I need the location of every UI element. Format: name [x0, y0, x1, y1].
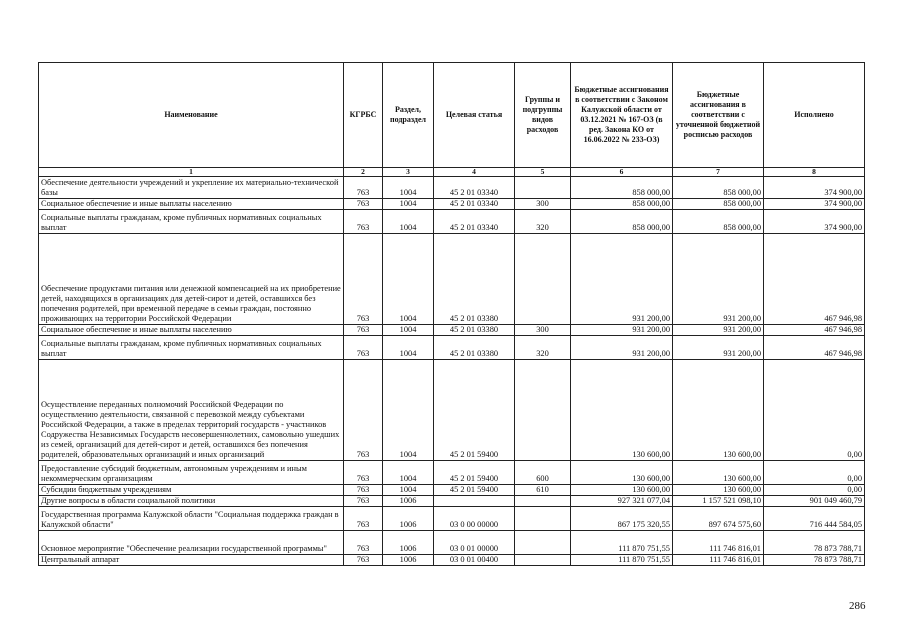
column-number: 7	[673, 168, 764, 177]
table-row	[39, 336, 865, 360]
row-name-cell: Социальное обеспечение и иные выплаты населению	[39, 199, 344, 210]
row-kgrbs-cell: 763	[344, 507, 383, 531]
row-budget-law-cell: 858 000,00	[571, 177, 673, 199]
row-target-cell: 45 2 01 03340	[434, 177, 515, 199]
row-budget-law-cell: 931 200,00	[571, 336, 673, 360]
row-group-cell	[515, 360, 571, 461]
row-target-cell: 03 0 00 00000	[434, 507, 515, 531]
row-executed-cell: 467 946,98	[764, 325, 865, 336]
row-budget-refined-cell: 858 000,00	[673, 199, 764, 210]
column-number-row	[39, 168, 865, 177]
column-number: 3	[383, 168, 434, 177]
table-body	[39, 177, 865, 566]
row-target-cell: 45 2 01 03340	[434, 199, 515, 210]
row-kgrbs-cell: 763	[344, 199, 383, 210]
row-group-cell	[515, 555, 571, 566]
header-group: Группы и подгруппы видов расходов	[515, 63, 571, 168]
row-name-cell: Центральный аппарат	[39, 555, 344, 566]
row-budget-law-cell: 111 870 751,55	[571, 531, 673, 555]
budget-table	[38, 62, 865, 566]
row-group-cell	[515, 531, 571, 555]
column-number: 8	[764, 168, 865, 177]
row-kgrbs-cell: 763	[344, 325, 383, 336]
row-kgrbs-cell: 763	[344, 177, 383, 199]
row-target-cell: 03 0 01 00400	[434, 555, 515, 566]
row-section-cell: 1006	[383, 507, 434, 531]
table-row	[39, 325, 865, 336]
column-number: 1	[39, 168, 344, 177]
row-budget-refined-cell: 111 746 816,01	[673, 531, 764, 555]
row-executed-cell: 0,00	[764, 461, 865, 485]
row-budget-law-cell: 130 600,00	[571, 485, 673, 496]
row-section-cell: 1004	[383, 461, 434, 485]
row-section-cell: 1004	[383, 325, 434, 336]
row-name-cell: Социальное обеспечение и иные выплаты населению	[39, 325, 344, 336]
row-name-cell: Основное мероприятие "Обеспечение реализации государственной программы"	[39, 531, 344, 555]
row-executed-cell: 467 946,98	[764, 234, 865, 325]
row-budget-law-cell: 931 200,00	[571, 234, 673, 325]
column-number: 6	[571, 168, 673, 177]
row-kgrbs-cell: 763	[344, 555, 383, 566]
row-target-cell: 45 2 01 03380	[434, 325, 515, 336]
table-row	[39, 531, 865, 555]
row-budget-law-cell: 130 600,00	[571, 461, 673, 485]
header-executed: Исполнено	[764, 63, 865, 168]
row-name-cell: Обеспечение деятельности учреждений и укрепление их материально-технической базы	[39, 177, 344, 199]
table-header-row	[39, 63, 865, 168]
row-budget-law-cell: 931 200,00	[571, 325, 673, 336]
table-row	[39, 485, 865, 496]
row-group-cell: 320	[515, 336, 571, 360]
row-target-cell: 03 0 01 00000	[434, 531, 515, 555]
table-row	[39, 360, 865, 461]
table-row	[39, 496, 865, 507]
header-section: Раздел, подраздел	[383, 63, 434, 168]
row-group-cell: 300	[515, 199, 571, 210]
header-budget-law: Бюджетные ассигнования в соответствии с Законом Калужской области от 03.12.2021 № 167-ОЗ (в ред. Закона КО от 16.06.2022 № 233-ОЗ)	[571, 63, 673, 168]
row-name-cell: Субсидии бюджетным учреждениям	[39, 485, 344, 496]
row-executed-cell: 0,00	[764, 360, 865, 461]
row-name-cell: Осуществление переданных полномочий Российской Федерации по осуществлению деятельности, связанной с перевозкой между субъектами Российской Федерации, а также в пределах территорий государств - участников Содружества Независимых Государств несовершеннолетних, самовольно ушедших из семей, организаций для детей-сирот и детей, оставшихся без попечения родителей, образовательных организаций и иных организаций	[39, 360, 344, 461]
row-budget-refined-cell: 897 674 575,60	[673, 507, 764, 531]
row-budget-refined-cell: 130 600,00	[673, 360, 764, 461]
row-section-cell: 1004	[383, 485, 434, 496]
row-section-cell: 1006	[383, 496, 434, 507]
row-executed-cell: 0,00	[764, 485, 865, 496]
row-section-cell: 1004	[383, 199, 434, 210]
row-group-cell	[515, 496, 571, 507]
header-budget-refined: Бюджетные ассигнования в соответствии с уточненной бюджетной росписью расходов	[673, 63, 764, 168]
row-name-cell: Другие вопросы в области социальной политики	[39, 496, 344, 507]
column-number: 5	[515, 168, 571, 177]
row-kgrbs-cell: 763	[344, 210, 383, 234]
row-executed-cell: 901 049 460,79	[764, 496, 865, 507]
row-target-cell: 45 2 01 59400	[434, 461, 515, 485]
row-kgrbs-cell: 763	[344, 485, 383, 496]
row-budget-refined-cell: 858 000,00	[673, 210, 764, 234]
row-budget-law-cell: 130 600,00	[571, 360, 673, 461]
row-section-cell: 1004	[383, 360, 434, 461]
row-group-cell: 600	[515, 461, 571, 485]
table-row	[39, 234, 865, 325]
row-group-cell: 300	[515, 325, 571, 336]
row-executed-cell: 78 873 788,71	[764, 531, 865, 555]
row-name-cell: Социальные выплаты гражданам, кроме публичных нормативных социальных выплат	[39, 336, 344, 360]
header-kgrbs: КГРБС	[344, 63, 383, 168]
page-number: 286	[849, 600, 866, 612]
row-budget-law-cell: 927 321 077,04	[571, 496, 673, 507]
column-number: 2	[344, 168, 383, 177]
row-budget-refined-cell: 111 746 816,01	[673, 555, 764, 566]
row-section-cell: 1006	[383, 555, 434, 566]
row-section-cell: 1004	[383, 336, 434, 360]
header-target: Целевая статья	[434, 63, 515, 168]
row-target-cell: 45 2 01 03340	[434, 210, 515, 234]
column-number: 4	[434, 168, 515, 177]
row-kgrbs-cell: 763	[344, 461, 383, 485]
row-group-cell	[515, 234, 571, 325]
row-kgrbs-cell: 763	[344, 336, 383, 360]
row-kgrbs-cell: 763	[344, 234, 383, 325]
row-budget-refined-cell: 858 000,00	[673, 177, 764, 199]
row-budget-refined-cell: 130 600,00	[673, 485, 764, 496]
row-executed-cell: 374 900,00	[764, 177, 865, 199]
row-name-cell: Предоставление субсидий бюджетным, автономным учреждениям и иным некоммерческим организациям	[39, 461, 344, 485]
row-kgrbs-cell: 763	[344, 360, 383, 461]
row-budget-refined-cell: 931 200,00	[673, 325, 764, 336]
table-row	[39, 177, 865, 199]
row-section-cell: 1006	[383, 531, 434, 555]
row-budget-refined-cell: 931 200,00	[673, 336, 764, 360]
row-group-cell: 320	[515, 210, 571, 234]
row-section-cell: 1004	[383, 234, 434, 325]
row-budget-refined-cell: 130 600,00	[673, 461, 764, 485]
row-target-cell	[434, 496, 515, 507]
row-kgrbs-cell: 763	[344, 531, 383, 555]
row-budget-refined-cell: 1 157 521 098,10	[673, 496, 764, 507]
row-name-cell: Обеспечение продуктами питания или денежной компенсацией на их приобретение детей, находящихся в организациях для детей-сирот и детей, оставшихся без попечения родителей, при временной передаче в семьи граждан, постоянно проживающих на территории Российской Федерации	[39, 234, 344, 325]
row-target-cell: 45 2 01 59400	[434, 485, 515, 496]
row-name-cell: Государственная программа Калужской области "Социальная поддержка граждан в Калужской области"	[39, 507, 344, 531]
table-row	[39, 461, 865, 485]
row-executed-cell: 374 900,00	[764, 210, 865, 234]
table-row	[39, 507, 865, 531]
row-executed-cell: 78 873 788,71	[764, 555, 865, 566]
table-row	[39, 199, 865, 210]
row-group-cell: 610	[515, 485, 571, 496]
row-budget-law-cell: 867 175 320,55	[571, 507, 673, 531]
row-target-cell: 45 2 01 59400	[434, 360, 515, 461]
row-budget-law-cell: 858 000,00	[571, 199, 673, 210]
row-group-cell	[515, 507, 571, 531]
row-kgrbs-cell: 763	[344, 496, 383, 507]
row-budget-law-cell: 858 000,00	[571, 210, 673, 234]
row-executed-cell: 467 946,98	[764, 336, 865, 360]
row-budget-refined-cell: 931 200,00	[673, 234, 764, 325]
row-group-cell	[515, 177, 571, 199]
row-budget-law-cell: 111 870 751,55	[571, 555, 673, 566]
row-target-cell: 45 2 01 03380	[434, 336, 515, 360]
row-section-cell: 1004	[383, 177, 434, 199]
row-name-cell: Социальные выплаты гражданам, кроме публичных нормативных социальных выплат	[39, 210, 344, 234]
table-row	[39, 555, 865, 566]
row-section-cell: 1004	[383, 210, 434, 234]
header-name: Наименование	[39, 63, 344, 168]
row-executed-cell: 374 900,00	[764, 199, 865, 210]
row-target-cell: 45 2 01 03380	[434, 234, 515, 325]
row-executed-cell: 716 444 584,05	[764, 507, 865, 531]
table-row	[39, 210, 865, 234]
